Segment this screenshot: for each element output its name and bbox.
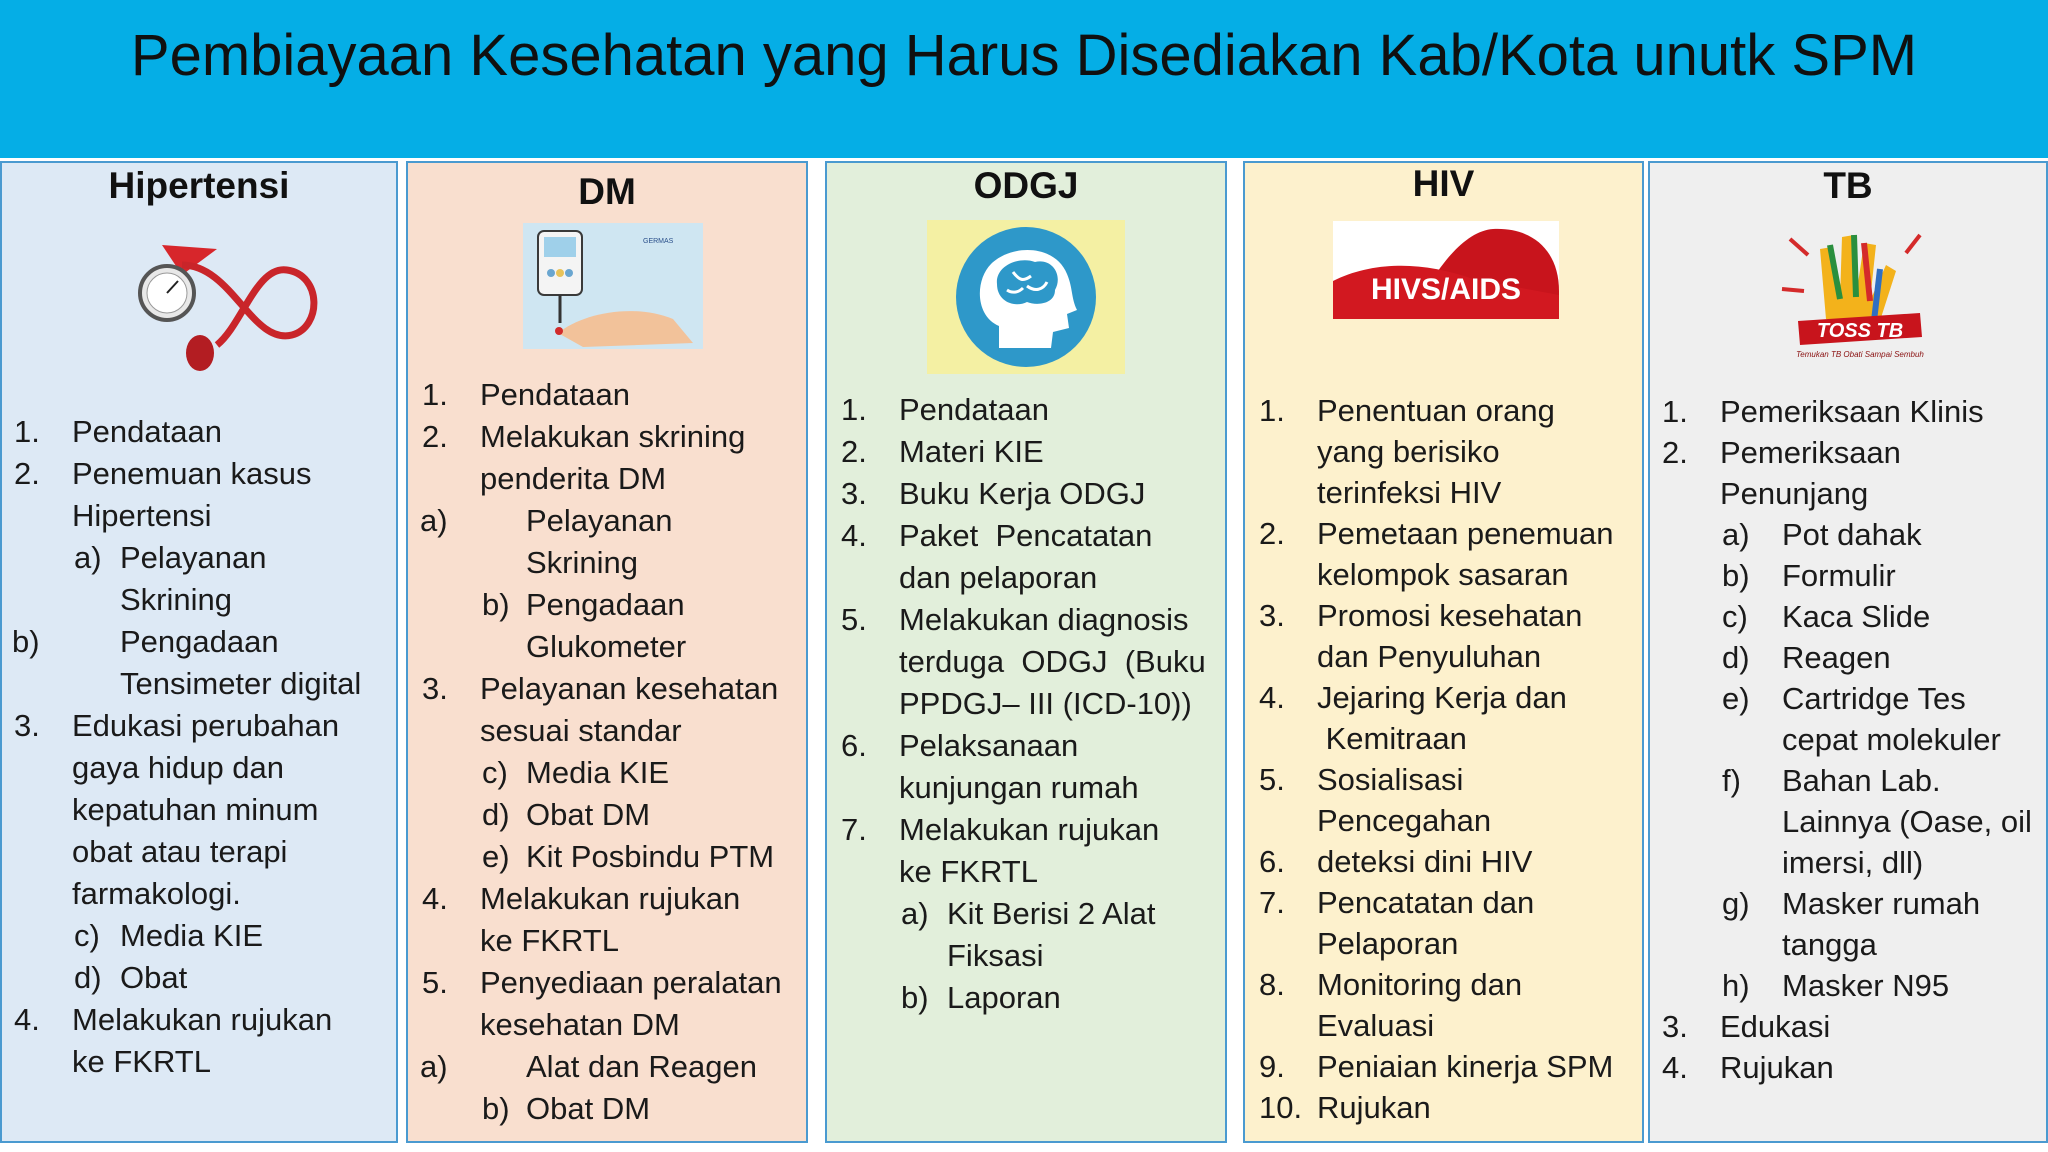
item-number: 3. [422, 671, 448, 706]
item-text [1650, 391, 2046, 432]
item-text-line: penderita DM [480, 461, 667, 496]
item-text-line: Kit Berisi 2 Alat [947, 896, 1156, 931]
item-text-line: imersi, dll) [1782, 845, 1924, 880]
item-text-line: gaya hidup dan [72, 750, 285, 785]
item-text [827, 473, 1225, 515]
item-text-line: Pemeriksaan Klinis [1720, 394, 1984, 429]
sub-list-item [1650, 596, 2046, 637]
item-number: 6. [1259, 844, 1285, 879]
item-text-line: Penyediaan peralatan [480, 965, 782, 1000]
item-number: e) [482, 839, 510, 874]
item-text-line: ke FKRTL [72, 1044, 211, 1079]
item-text-line: Lainnya (Oase, oil [1782, 804, 2032, 839]
sub-list-item [827, 977, 1225, 1019]
item-number: 4. [14, 1002, 40, 1037]
item-number: f) [1722, 763, 1741, 798]
item-text-line: Pengadaan [120, 624, 279, 659]
list-item [1650, 391, 2046, 432]
list-item [1245, 595, 1642, 677]
item-text [1245, 1046, 1642, 1087]
item-text-line: Pelaksanaan [899, 728, 1079, 763]
item-number: 1. [1662, 394, 1688, 429]
item-text [408, 878, 806, 962]
item-text-line: obat atau terapi [72, 834, 288, 869]
item-text-line: Paket Pencatatan [899, 518, 1153, 553]
item-text [408, 752, 806, 794]
list-item [1245, 1087, 1642, 1128]
item-text-line: kelompok sasaran [1317, 557, 1569, 592]
item-text-line: Formulir [1782, 558, 1896, 593]
item-text [1650, 760, 2046, 883]
item-text-line: Melakukan rujukan [899, 812, 1160, 847]
item-text-line: Obat [120, 960, 188, 995]
item-text [1650, 965, 2046, 1006]
list-item [408, 374, 806, 416]
item-text [827, 893, 1225, 977]
column-heading: Hipertensi [108, 165, 290, 206]
item-number: a) [420, 503, 448, 538]
item-text [1650, 432, 2046, 514]
item-number: d) [1722, 640, 1750, 675]
item-text-line: Obat DM [526, 797, 651, 832]
page-title: Pembiayaan Kesehatan yang Harus Disediakan Kab/Kota unutk SPM [130, 23, 1918, 88]
item-number: 3. [14, 708, 40, 743]
sub-list-item [2, 957, 396, 999]
item-text-line: Rujukan [1317, 1090, 1431, 1125]
item-text-line: Jejaring Kerja dan [1317, 680, 1567, 715]
list-item [1650, 1047, 2046, 1088]
item-text-line: ke FKRTL [899, 854, 1038, 889]
list-item [1245, 513, 1642, 595]
item-number: 8. [1259, 967, 1285, 1002]
item-text-line: Peniaian kinerja SPM [1317, 1049, 1614, 1084]
item-text [408, 794, 806, 836]
item-number: 2. [14, 456, 40, 491]
item-list [827, 389, 1225, 1019]
item-text-line: Obat DM [526, 1091, 651, 1126]
item-text-line: Penunjang [1720, 476, 1869, 511]
item-text-line: kepatuhan minum [72, 792, 319, 827]
item-text-line: Pendataan [480, 377, 630, 412]
item-text-line: Pemeriksaan [1720, 435, 1901, 470]
item-number: g) [1722, 886, 1750, 921]
item-list [1245, 390, 1642, 1128]
column-dm [406, 161, 808, 1143]
item-number: a) [420, 1049, 448, 1084]
brain-head-image [927, 220, 1125, 374]
item-text [2, 453, 396, 537]
item-number: 4. [422, 881, 448, 916]
sub-list-item [408, 752, 806, 794]
sub-list-item [408, 1046, 806, 1088]
item-number: b) [482, 1091, 510, 1126]
list-item [408, 878, 806, 962]
sub-list-item [1650, 965, 2046, 1006]
list-item [1650, 1006, 2046, 1047]
item-text [1650, 678, 2046, 760]
column-heading: DM [578, 171, 636, 212]
item-text-line: tangga [1782, 927, 1877, 962]
item-list [408, 374, 806, 1130]
item-text [1245, 964, 1642, 1046]
item-text-line: Pengadaan [526, 587, 685, 622]
list-item [408, 416, 806, 500]
item-number: 1. [14, 414, 40, 449]
list-item [408, 962, 806, 1046]
item-number: a) [74, 540, 102, 575]
list-item [827, 473, 1225, 515]
item-text-line: Edukasi perubahan [72, 708, 340, 743]
item-text [2, 621, 396, 705]
item-text-line: terduga ODGJ (Buku [899, 644, 1206, 679]
item-text [2, 915, 396, 957]
sub-list-item [408, 1088, 806, 1130]
item-text-line: Promosi kesehatan [1317, 598, 1583, 633]
item-number: 4. [1259, 680, 1285, 715]
item-text-line: dan Penyuluhan [1317, 639, 1542, 674]
sub-list-item [2, 537, 396, 621]
item-number: a) [901, 896, 929, 931]
item-number: 1. [1259, 393, 1285, 428]
item-number: 2. [1259, 516, 1285, 551]
list-item [827, 809, 1225, 893]
item-text [2, 957, 396, 999]
list-item [1245, 882, 1642, 964]
list-item [2, 999, 396, 1083]
item-text-line: Pendataan [72, 414, 222, 449]
list-item [1245, 390, 1642, 513]
item-text [1245, 595, 1642, 677]
column-hipertensi [0, 161, 398, 1143]
list-item [1650, 432, 2046, 514]
item-text [408, 584, 806, 668]
list-item [2, 411, 396, 453]
column-heading: ODGJ [973, 165, 1079, 206]
glucometer-image [523, 223, 703, 349]
item-text [408, 1046, 806, 1088]
list-item [827, 725, 1225, 809]
item-text [1650, 637, 2046, 678]
sub-list-item [408, 794, 806, 836]
item-number: 4. [1662, 1050, 1688, 1085]
item-text [1245, 841, 1642, 882]
item-number: 2. [841, 434, 867, 469]
item-number: b) [901, 980, 929, 1015]
item-number: d) [482, 797, 510, 832]
sub-list-item [2, 915, 396, 957]
item-text [408, 416, 806, 500]
item-text-line: Pemetaan penemuan [1317, 516, 1614, 551]
item-number: 4. [841, 518, 867, 553]
item-text-line: PPDGJ– III (ICD-10)) [899, 686, 1192, 721]
item-text-line: Tensimeter digital [120, 666, 362, 701]
item-text-line: Kaca Slide [1782, 599, 1931, 634]
sub-list-item [408, 584, 806, 668]
item-number: b) [12, 624, 40, 659]
item-text [2, 999, 396, 1083]
item-text-line: kunjungan rumah [899, 770, 1139, 805]
item-text-line: Masker N95 [1782, 968, 1950, 1003]
item-text [408, 836, 806, 878]
item-number: 1. [841, 392, 867, 427]
item-text-line: Alat dan Reagen [526, 1049, 757, 1084]
item-text-line: yang berisiko [1317, 434, 1500, 469]
blood-pressure-gauge-image [122, 235, 322, 375]
item-text [1650, 555, 2046, 596]
list-item [827, 389, 1225, 431]
item-text-line: Melakukan diagnosis [899, 602, 1189, 637]
item-text-line: terinfeksi HIV [1317, 475, 1502, 510]
item-number: 6. [841, 728, 867, 763]
item-text [1650, 883, 2046, 965]
item-text [827, 599, 1225, 725]
item-text [1245, 759, 1642, 841]
toss-tb-hand-logo [1770, 209, 1946, 365]
item-text-line: Melakukan rujukan [72, 1002, 333, 1037]
list-item [827, 515, 1225, 599]
item-number: 5. [422, 965, 448, 1000]
sub-list-item [1650, 555, 2046, 596]
item-list [1650, 391, 2046, 1088]
item-text [408, 668, 806, 752]
column-tb [1648, 161, 2048, 1143]
item-text [827, 809, 1225, 893]
sub-list-item [1650, 883, 2046, 965]
item-number: 5. [1259, 762, 1285, 797]
item-number: c) [1722, 599, 1748, 634]
item-number: a) [1722, 517, 1750, 552]
item-number: 2. [422, 419, 448, 454]
item-number: 7. [841, 812, 867, 847]
item-text-line: Penemuan kasus [72, 456, 312, 491]
item-text [408, 962, 806, 1046]
item-text-line: Evaluasi [1317, 1008, 1435, 1043]
item-text [1245, 677, 1642, 759]
item-text [1650, 1047, 2046, 1088]
item-text [408, 1088, 806, 1130]
sub-list-item [408, 836, 806, 878]
item-text-line: Melakukan rujukan [480, 881, 741, 916]
item-text [408, 374, 806, 416]
item-text-line: Pelaporan [1317, 926, 1459, 961]
column-heading: HIV [1412, 163, 1475, 204]
item-text-line: Kit Posbindu PTM [526, 839, 775, 874]
item-number: 2. [1662, 435, 1688, 470]
item-text [2, 705, 396, 915]
list-item [827, 599, 1225, 725]
item-text-line: Rujukan [1720, 1050, 1834, 1085]
item-text-line: Pencegahan [1317, 803, 1492, 838]
sub-list-item [408, 500, 806, 584]
item-text-line: Buku Kerja ODGJ [899, 476, 1146, 511]
toss-tb-tagline: Temukan TB Obati Sampai Sembuh [1796, 350, 1924, 359]
item-text-line: kesehatan DM [480, 1007, 680, 1042]
sub-list-item [1650, 678, 2046, 760]
item-text [2, 537, 396, 621]
item-list [2, 411, 396, 1083]
item-text-line: Hipertensi [72, 498, 212, 533]
item-text-line: Laporan [947, 980, 1061, 1015]
item-text-line: Masker rumah [1782, 886, 1981, 921]
sub-list-item [1650, 637, 2046, 678]
column-heading: TB [1823, 165, 1873, 206]
sub-list-item [2, 621, 396, 705]
item-number: 10. [1259, 1090, 1303, 1125]
item-text-line: sesuai standar [480, 713, 682, 748]
item-number: 3. [1662, 1009, 1688, 1044]
column-hiv [1243, 161, 1644, 1143]
item-text-line: Monitoring dan [1317, 967, 1523, 1002]
item-number: 7. [1259, 885, 1285, 920]
list-item [1245, 841, 1642, 882]
item-number: b) [482, 587, 510, 622]
hiv-logo-text: HIVS/AIDS [1370, 273, 1522, 306]
item-text [408, 500, 806, 584]
item-text-line: Pelayanan [120, 540, 267, 575]
list-item [2, 705, 396, 915]
item-text [827, 725, 1225, 809]
item-text-line: Penentuan orang [1317, 393, 1555, 428]
item-number: b) [1722, 558, 1750, 593]
red-ribbon-image [1333, 221, 1559, 319]
item-text [2, 411, 396, 453]
item-text [1245, 390, 1642, 513]
item-text [827, 389, 1225, 431]
item-text-line: Bahan Lab. [1782, 763, 1941, 798]
item-number: 1. [422, 377, 448, 412]
item-text-line: Sosialisasi [1317, 762, 1464, 797]
list-item [408, 668, 806, 752]
list-item [827, 431, 1225, 473]
toss-tb-logo-text: TOSS TB [1816, 320, 1904, 342]
item-text-line: cepat molekuler [1782, 722, 2001, 757]
item-text-line: Cartridge Tes [1782, 681, 1966, 716]
item-text-line: Reagen [1782, 640, 1891, 675]
item-text [827, 431, 1225, 473]
item-number: 3. [1259, 598, 1285, 633]
item-text-line: Pencatatan dan [1317, 885, 1535, 920]
item-text-line: Glukometer [526, 629, 687, 664]
item-text-line: Pelayanan [526, 503, 673, 538]
list-item [1245, 759, 1642, 841]
item-number: 9. [1259, 1049, 1285, 1084]
item-text-line: Materi KIE [899, 434, 1044, 469]
item-number: 3. [841, 476, 867, 511]
item-text-line: Edukasi [1720, 1009, 1831, 1044]
item-text [1245, 882, 1642, 964]
item-text [827, 515, 1225, 599]
item-number: h) [1722, 968, 1750, 1003]
item-text [1650, 514, 2046, 555]
item-number: c) [74, 918, 100, 953]
item-text-line: Pelayanan kesehatan [480, 671, 779, 706]
item-text [1650, 596, 2046, 637]
list-item [2, 453, 396, 537]
sub-list-item [1650, 760, 2046, 883]
item-number: c) [482, 755, 508, 790]
item-text-line: Kemitraan [1317, 721, 1467, 756]
item-text [1245, 1087, 1642, 1128]
item-text [827, 977, 1225, 1019]
sub-list-item [1650, 514, 2046, 555]
item-text-line: dan pelaporan [899, 560, 1098, 595]
column-odgj [825, 161, 1227, 1143]
item-text-line: Pot dahak [1782, 517, 1922, 552]
list-item [1245, 1046, 1642, 1087]
sub-list-item [827, 893, 1225, 977]
item-text-line: Media KIE [120, 918, 264, 953]
item-number: d) [74, 960, 102, 995]
item-text [1245, 513, 1642, 595]
item-text-line: Media KIE [526, 755, 670, 790]
item-text-line: Pendataan [899, 392, 1049, 427]
item-number: 5. [841, 602, 867, 637]
list-item [1245, 677, 1642, 759]
list-item [1245, 964, 1642, 1046]
item-text-line: farmakologi. [72, 876, 241, 911]
item-text-line: Fiksasi [947, 938, 1044, 973]
item-text-line: Melakukan skrining [480, 419, 746, 454]
item-text-line: Skrining [526, 545, 638, 580]
item-text-line: ke FKRTL [480, 923, 619, 958]
brand-text: GERMAS [643, 238, 674, 245]
item-number: e) [1722, 681, 1750, 716]
item-text-line: Skrining [120, 582, 232, 617]
item-text-line: deteksi dini HIV [1317, 844, 1533, 879]
item-text [1650, 1006, 2046, 1047]
